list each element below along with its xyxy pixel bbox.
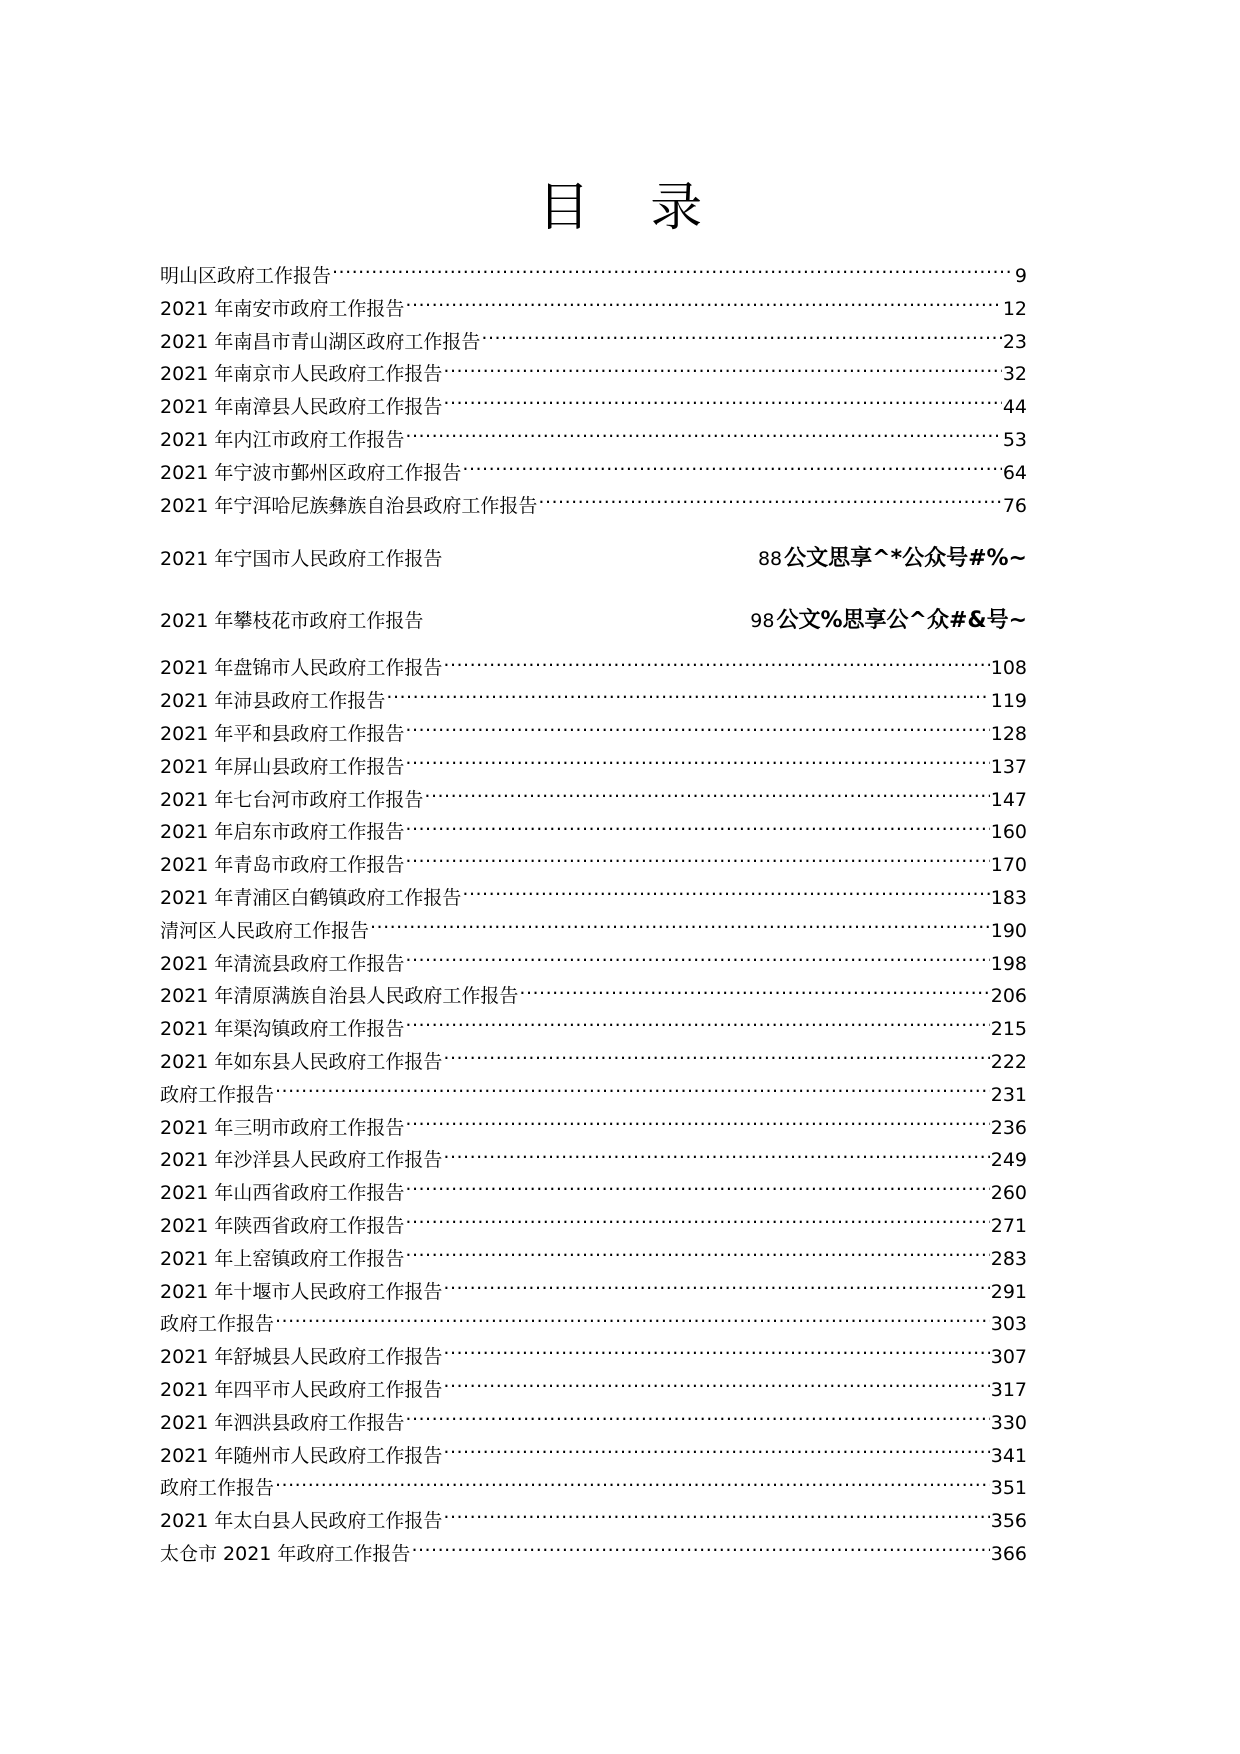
toc-page-number: 231	[990, 1083, 1027, 1106]
toc-page-number: 119	[990, 690, 1027, 713]
toc-page-number: 317	[990, 1378, 1027, 1401]
toc-page-number: 330	[990, 1411, 1027, 1434]
page-title: 目 录	[537, 178, 725, 238]
toc-entry[interactable]	[160, 1177, 1027, 1210]
toc-page-number: 291	[990, 1280, 1027, 1303]
toc-entry-title: 2021 年清原满族自治县人民政府工作报告	[160, 985, 519, 1008]
toc-entry-title: 2021 年南漳县人民政府工作报告	[160, 396, 443, 419]
toc-entry-title: 2021 年南安市政府工作报告	[160, 297, 405, 320]
toc-entry-title: 2021 年渠沟镇政府工作报告	[160, 1018, 405, 1041]
toc-entry-title: 2021 年内江市政府工作报告	[160, 428, 405, 451]
toc-entry[interactable]	[160, 1440, 1027, 1473]
dot-leader	[538, 493, 1001, 512]
toc-entry-title: 2021 年随州市人民政府工作报告	[160, 1444, 443, 1467]
toc-entry[interactable]	[160, 424, 1027, 457]
dot-leader	[443, 1049, 989, 1068]
dot-leader	[443, 1147, 989, 1166]
toc-entry-title: 明山区政府工作报告	[160, 265, 332, 287]
dot-leader	[405, 951, 989, 970]
dot-leader	[332, 263, 1014, 282]
toc-page-number: 236	[990, 1116, 1027, 1139]
toc-entry[interactable]	[160, 751, 1027, 784]
toc-entry[interactable]	[160, 784, 1027, 817]
dot-leader	[275, 1082, 990, 1101]
toc-entry-title: 2021 年南昌市青山湖区政府工作报告	[160, 330, 481, 353]
toc-entry-title: 2021 年沙洋县人民政府工作报告	[160, 1149, 443, 1172]
toc-page-number: 303	[990, 1313, 1027, 1336]
toc-entry-title: 2021 年屏山县政府工作报告	[160, 755, 405, 778]
toc-entry[interactable]	[160, 1308, 1027, 1341]
dot-leader	[424, 787, 989, 806]
toc-entry[interactable]	[160, 948, 1027, 981]
dot-leader	[443, 394, 1001, 413]
toc-entry[interactable]	[160, 882, 1027, 915]
toc-entry[interactable]	[160, 391, 1027, 424]
toc-entry-title: 政府工作报告	[160, 1083, 275, 1106]
toc-entry-title: 2021 年上窑镇政府工作报告	[160, 1247, 405, 1270]
dot-leader	[386, 688, 989, 707]
toc-page-number: 283	[990, 1247, 1027, 1270]
dot-leader	[481, 329, 1001, 348]
toc-entry-title: 2021 年宁洱哈尼族彝族自治县政府工作报告	[160, 494, 538, 517]
toc-entry[interactable]	[160, 718, 1027, 751]
toc-entry[interactable]	[160, 1374, 1027, 1407]
toc-entry-title: 2021 年沛县政府工作报告	[160, 690, 386, 713]
dot-leader	[370, 918, 990, 937]
toc-entry[interactable]	[160, 1276, 1027, 1309]
dot-leader	[443, 655, 989, 674]
dot-leader	[443, 361, 1001, 380]
toc-page-number: 44	[1002, 396, 1027, 419]
toc-page-number: 356	[990, 1510, 1027, 1533]
dot-leader	[462, 460, 1001, 479]
toc-entry[interactable]	[160, 1046, 1027, 1079]
toc-page-number: 190	[990, 919, 1027, 942]
dot-leader	[405, 721, 989, 740]
toc-entry[interactable]	[160, 1243, 1027, 1276]
toc-page-number: 108	[990, 657, 1027, 680]
watermark-text: 公文思享^*公众号#%~	[784, 546, 1027, 572]
toc-entry[interactable]	[160, 1505, 1027, 1538]
toc-entry[interactable]	[160, 1013, 1027, 1046]
dot-leader	[405, 754, 989, 773]
toc-entry-title: 2021 年攀枝花市政府工作报告	[160, 610, 424, 633]
toc-page-number: 64	[1002, 461, 1027, 484]
toc-entry[interactable]	[160, 915, 1027, 948]
toc-page-number: 137	[990, 755, 1027, 778]
dot-leader	[443, 1508, 989, 1527]
toc-page-number: 206	[990, 985, 1027, 1008]
toc-entry-title: 2021 年陕西省政府工作报告	[160, 1214, 405, 1237]
dot-leader	[405, 852, 989, 871]
dot-leader	[405, 1016, 989, 1035]
toc-entry[interactable]	[160, 685, 1027, 718]
dot-leader	[443, 546, 757, 565]
toc-page-number: 351	[990, 1477, 1027, 1500]
toc-entry[interactable]	[160, 326, 1027, 359]
toc-entry[interactable]	[160, 457, 1027, 490]
toc-entry[interactable]	[160, 1112, 1027, 1145]
dot-leader	[443, 1344, 989, 1363]
dot-leader	[424, 608, 749, 627]
toc-entry[interactable]	[160, 358, 1027, 391]
toc-entry-title: 2021 年青岛市政府工作报告	[160, 854, 405, 877]
toc-page-number: 170	[990, 854, 1027, 877]
dot-leader	[405, 1410, 989, 1429]
toc-page-number: 183	[990, 886, 1027, 909]
toc-page-number: 88	[757, 548, 783, 571]
toc-entry[interactable]	[160, 1341, 1027, 1374]
toc-page-number: 128	[990, 722, 1027, 745]
toc-page-number: 366	[990, 1542, 1027, 1565]
toc-page-number: 260	[990, 1182, 1027, 1205]
toc-entry[interactable]	[160, 522, 1027, 590]
toc-entry[interactable]	[160, 980, 1027, 1013]
toc-entry[interactable]	[160, 849, 1027, 882]
toc-entry[interactable]	[160, 293, 1027, 326]
toc-entry-title: 政府工作报告	[160, 1477, 275, 1500]
toc-page-number: 76	[1002, 494, 1027, 517]
toc-page-number: 198	[990, 952, 1027, 975]
dot-leader	[462, 885, 989, 904]
dot-leader	[411, 1541, 989, 1560]
toc-entry-title: 2021 年盘锦市人民政府工作报告	[160, 657, 443, 680]
toc-entry-title: 2021 年七台河市政府工作报告	[160, 788, 424, 811]
toc-entry-title: 清河区人民政府工作报告	[160, 919, 370, 942]
toc-page-number: 249	[990, 1149, 1027, 1172]
toc-page-number: 98	[750, 610, 775, 633]
toc-entry[interactable]	[160, 590, 1027, 652]
toc-entry-title: 2021 年泗洪县政府工作报告	[160, 1411, 405, 1434]
toc-entry-title: 2021 年如东县人民政府工作报告	[160, 1050, 443, 1073]
dot-leader	[405, 1213, 989, 1232]
toc-page-number: 215	[990, 1018, 1027, 1041]
toc-entry[interactable]	[160, 490, 1027, 523]
dot-leader	[405, 1180, 989, 1199]
toc-entry[interactable]	[160, 1407, 1027, 1440]
dot-leader	[443, 1443, 989, 1462]
toc-entry-title: 2021 年南京市人民政府工作报告	[160, 363, 443, 386]
toc-page-number: 9	[1014, 265, 1027, 287]
toc-entry[interactable]	[160, 1538, 1027, 1571]
toc-entry-title: 2021 年宁波市鄞州区政府工作报告	[160, 461, 462, 484]
toc-page-number: 341	[990, 1444, 1027, 1467]
watermark-text: 公文%思享公^众#&号~	[776, 608, 1027, 634]
toc-entry-title: 2021 年山西省政府工作报告	[160, 1182, 405, 1205]
toc-page-number: 23	[1002, 330, 1027, 353]
dot-leader	[405, 296, 1001, 315]
toc-entry-title: 2021 年舒城县人民政府工作报告	[160, 1346, 443, 1369]
toc-entry-title: 2021 年十堰市人民政府工作报告	[160, 1280, 443, 1303]
dot-leader	[275, 1475, 990, 1494]
toc-entry-title: 2021 年平和县政府工作报告	[160, 722, 405, 745]
dot-leader	[519, 983, 989, 1002]
toc-page-number: 12	[1002, 297, 1027, 320]
toc-entry[interactable]	[160, 1079, 1027, 1112]
toc-entry[interactable]	[160, 1472, 1027, 1505]
toc-entry[interactable]	[160, 652, 1027, 685]
toc-page-number: 53	[1002, 428, 1027, 451]
toc-entry[interactable]	[160, 816, 1027, 849]
dot-leader	[405, 1115, 989, 1134]
toc-page-number: 160	[990, 821, 1027, 844]
toc-entry-title: 2021 年太白县人民政府工作报告	[160, 1510, 443, 1533]
toc-entry[interactable]	[160, 1210, 1027, 1243]
toc-page-number: 222	[990, 1050, 1027, 1073]
toc-entry-title: 2021 年清流县政府工作报告	[160, 952, 405, 975]
dot-leader	[405, 1246, 989, 1265]
toc-entry[interactable]	[160, 260, 1027, 293]
toc-page-number: 271	[990, 1214, 1027, 1237]
toc-page-number: 307	[990, 1346, 1027, 1369]
toc-page-number: 32	[1002, 363, 1027, 386]
toc-entry-title: 2021 年三明市政府工作报告	[160, 1116, 405, 1139]
dot-leader	[443, 1377, 989, 1396]
toc-entry-title: 政府工作报告	[160, 1313, 275, 1336]
toc-entry[interactable]	[160, 1144, 1027, 1177]
toc-entry-title: 2021 年宁国市人民政府工作报告	[160, 548, 443, 571]
dot-leader	[443, 1279, 989, 1298]
toc-entry-title: 2021 年启东市政府工作报告	[160, 821, 405, 844]
dot-leader	[405, 819, 989, 838]
dot-leader	[275, 1311, 990, 1330]
toc-entry-title: 2021 年青浦区白鹤镇政府工作报告	[160, 886, 462, 909]
toc-entry-title: 2021 年四平市人民政府工作报告	[160, 1378, 443, 1401]
table-of-contents	[160, 260, 1027, 1571]
toc-page-number: 147	[990, 788, 1027, 811]
dot-leader	[405, 427, 1001, 446]
toc-entry-title: 太仓市 2021 年政府工作报告	[160, 1542, 411, 1565]
